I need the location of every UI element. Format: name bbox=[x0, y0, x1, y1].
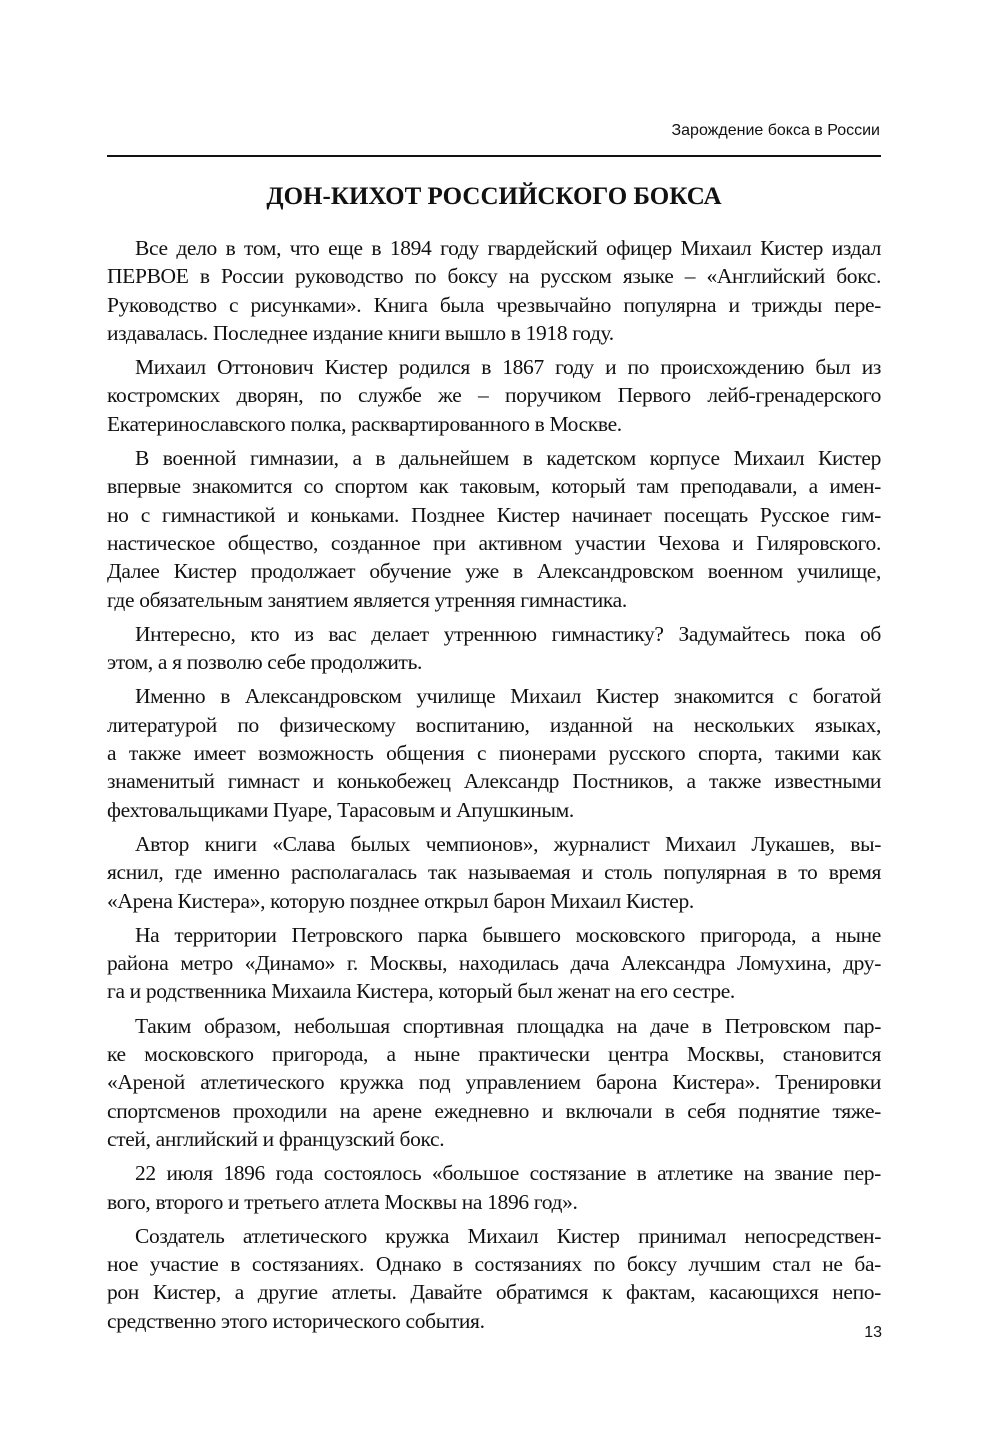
paragraph bbox=[107, 620, 881, 677]
text-line: впервые знакомится со спортом как таковым, который там преподавали, а имен- bbox=[107, 474, 881, 499]
text-line: 22 июля 1896 года состоялось «большое состязание в атлетике на звание пер- bbox=[135, 1161, 881, 1186]
text-line: Екатеринославского полка, расквартированного в Москве. bbox=[107, 411, 622, 436]
page-number: 13 bbox=[864, 1324, 882, 1341]
text-line: Интересно, кто из вас делает утреннюю гимнастику? Задумайтесь пока об bbox=[135, 621, 881, 646]
text-line: настическое общество, созданное при активном участии Чехова и Гиляровского. bbox=[107, 530, 881, 555]
text-line: Все дело в том, что еще в 1894 году гвардейский офицер Михаил Кистер издал bbox=[135, 236, 881, 260]
chapter-title: ДОН-КИХОТ РОССИЙСКОГО БОКСА bbox=[266, 183, 722, 210]
text-line: костромских дворян, по службе же – поручиком Первого лейб-гренадерского bbox=[107, 383, 881, 408]
paragraph bbox=[107, 1222, 881, 1335]
text-line: Создатель атлетического кружка Михаил Кистер принимал непосредствен- bbox=[135, 1223, 881, 1248]
text-line: а также имеет возможность общения с пионерами русского спорта, такими как bbox=[107, 741, 881, 766]
text-line: средственно этого исторического события. bbox=[107, 1308, 485, 1333]
paragraph bbox=[107, 1159, 881, 1216]
text-line: где обязательным занятием является утренняя гимнастика. bbox=[107, 587, 627, 612]
text-line: В военной гимназии, а в дальнейшем в кадетском корпусе Михаил Кистер bbox=[135, 446, 881, 471]
text-line: Михаил Оттонович Кистер родился в 1867 году и по происхождению был из bbox=[135, 355, 881, 380]
text-line: Руководство с рисунками». Книга была чрезвычайно популярна и трижды пере- bbox=[107, 292, 881, 317]
text-line: района метро «Динамо» г. Москвы, находилась дача Александра Ломухина, дру- bbox=[107, 951, 881, 976]
running-head: Зарождение бокса в России bbox=[671, 122, 880, 139]
paragraph bbox=[107, 682, 881, 823]
text-line: но с гимнастикой и коньками. Позднее Кистер начинает посещать Русское гим- bbox=[107, 502, 881, 527]
paragraph bbox=[107, 353, 881, 438]
text-line: литературой по физическому воспитанию, изданной на нескольких языках, bbox=[107, 712, 881, 737]
text-line: стей, английский и французский бокс. bbox=[107, 1126, 445, 1151]
text-line: фехтовальщиками Пуаре, Тарасовым и Апушкиным. bbox=[107, 797, 574, 822]
text-line: ное участие в состязаниях. Однако в состязаниях по боксу лучшим стал не ба- bbox=[107, 1252, 881, 1277]
paragraph bbox=[107, 830, 881, 915]
header-rule bbox=[107, 155, 881, 157]
text-line: рон Кистер, а другие атлеты. Давайте обратимся к фактам, касающихся непо- bbox=[107, 1280, 881, 1305]
text-line: этом, а я позволю себе продолжить. bbox=[107, 650, 423, 675]
paragraph bbox=[107, 444, 881, 614]
text-line: На территории Петровского парка бывшего московского пригорода, а ныне bbox=[135, 922, 881, 947]
text-line: вого, второго и третьего атлета Москвы на 1896 год». bbox=[107, 1189, 578, 1214]
text-line: ПЕРВОЕ в России руководство по боксу на русском языке – «Английский бокс. bbox=[107, 264, 881, 289]
text-line: Автор книги «Слава былых чемпионов», журналист Михаил Лукашев, вы- bbox=[135, 831, 881, 856]
text-line: «Арена Кистера», которую позднее открыл барон Михаил Кистер. bbox=[107, 888, 694, 913]
paragraph bbox=[107, 234, 881, 347]
text-line: издавалась. Последнее издание книги вышло в 1918 году. bbox=[107, 320, 614, 345]
text-line: Таким образом, небольшая спортивная площадка на даче в Петровском пар- bbox=[135, 1013, 881, 1038]
body-text bbox=[107, 234, 881, 1341]
text-line: спортсменов проходили на арене ежедневно и включали в себя поднятие тяже- bbox=[107, 1098, 881, 1123]
text-line: га и родственника Михаила Кистера, который был женат на его сестре. bbox=[107, 979, 735, 1004]
text-line: яснил, где именно располагалась так называемая и столь популярная в то время bbox=[107, 860, 881, 885]
paragraph bbox=[107, 921, 881, 1006]
paragraph bbox=[107, 1012, 881, 1153]
text-line: Далее Кистер продолжает обучение уже в Александровском военном училище, bbox=[107, 559, 881, 584]
text-line: знаменитый гимнаст и конькобежец Александр Постников, а также известными bbox=[107, 769, 881, 794]
text-line: «Ареной атлетического кружка под управлением барона Кистера». Тренировки bbox=[107, 1070, 881, 1095]
text-line: Именно в Александровском училище Михаил Кистер знакомится с богатой bbox=[135, 684, 881, 709]
text-line: ке московского пригорода, а ныне практически центра Москвы, становится bbox=[107, 1042, 881, 1067]
